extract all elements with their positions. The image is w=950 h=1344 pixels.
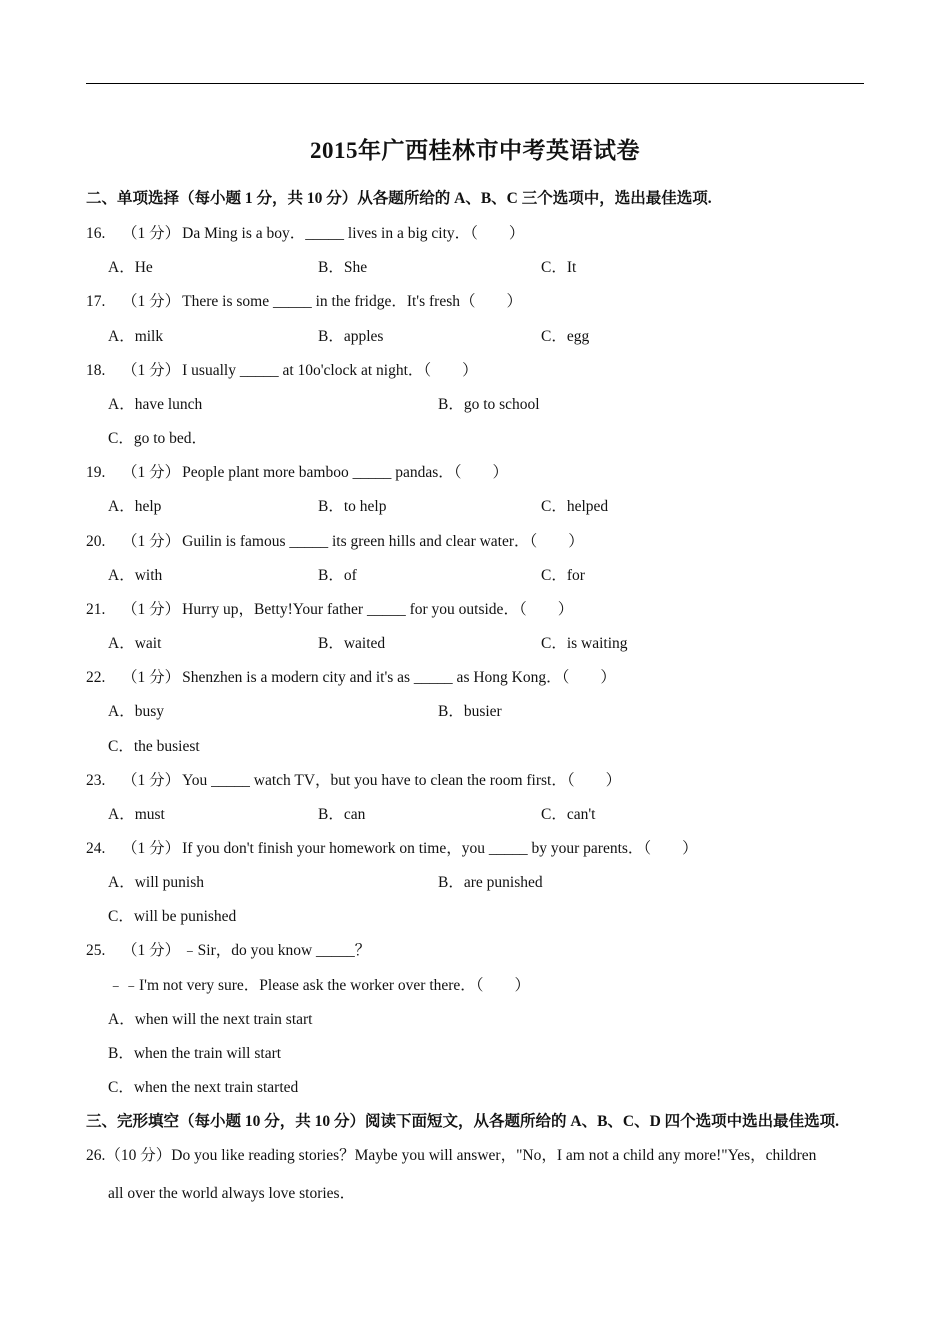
question-stem: Da Ming is a boy．_____ lives in a big city．（ ） bbox=[182, 225, 525, 242]
question-26 bbox=[86, 1146, 816, 1166]
option-b: B．when the train will start bbox=[108, 1045, 282, 1062]
header-rule bbox=[86, 83, 864, 84]
question-20 bbox=[86, 532, 584, 552]
question-18 bbox=[86, 361, 478, 381]
question-24 bbox=[86, 839, 698, 859]
option-a: A．when will the next train start bbox=[108, 1011, 313, 1028]
question-points: （1 分） bbox=[122, 942, 181, 959]
question-stem: Guilin is famous _____ its green hills and clear water．（ ） bbox=[182, 533, 584, 550]
option-b: B．waited bbox=[318, 635, 386, 652]
passage-line-2: all over the world always love stories． bbox=[108, 1185, 356, 1202]
section-heading-cloze: 三、完形填空（每小题 10 分，共 10 分）阅读下面短文，从各题所给的 A、B、C、D 四个选项中选出最佳选项. bbox=[86, 1113, 840, 1130]
option-c: C．for bbox=[541, 567, 585, 584]
option-a: A．help bbox=[108, 498, 162, 515]
option-c: C．will be punished bbox=[108, 908, 237, 925]
option-a: A．must bbox=[108, 806, 165, 823]
question-stem: I usually _____ at 10o'clock at night．（ ） bbox=[182, 362, 478, 379]
question-number: 22. bbox=[86, 669, 106, 686]
option-b: B．can bbox=[318, 806, 366, 823]
question-stem: There is some _____ in the fridge．It's fresh（ ） bbox=[182, 293, 522, 310]
option-a: A．have lunch bbox=[108, 396, 203, 413]
question-points: （1 分） bbox=[122, 669, 181, 686]
question-number: 18. bbox=[86, 362, 106, 379]
question-points: （1 分） bbox=[122, 464, 181, 481]
option-b: B．She bbox=[318, 259, 368, 276]
option-c: C．the busiest bbox=[108, 738, 200, 755]
question-stem: Shenzhen is a modern city and it's as _____ as Hong Kong．（ ） bbox=[182, 669, 616, 686]
question-number: 21. bbox=[86, 601, 106, 618]
option-a: A．He bbox=[108, 259, 153, 276]
option-c: C．is waiting bbox=[541, 635, 628, 652]
question-stem: You _____ watch TV，but you have to clean the room first．（ ） bbox=[182, 772, 622, 789]
option-a: A．milk bbox=[108, 328, 164, 345]
question-points: （1 分） bbox=[122, 772, 181, 789]
option-a: A．busy bbox=[108, 703, 164, 720]
option-c: C．can't bbox=[541, 806, 596, 823]
question-points: （1 分） bbox=[122, 840, 181, 857]
option-a: A．wait bbox=[108, 635, 162, 652]
option-a: A．will punish bbox=[108, 874, 205, 891]
question-stem: If you don't finish your homework on time，you _____ by your parents．（ ） bbox=[182, 840, 698, 857]
question-number: 17. bbox=[86, 293, 106, 310]
question-stem: ﹣Sir，do you know _____？ bbox=[182, 942, 371, 959]
option-c: C．egg bbox=[541, 328, 590, 345]
option-a: A．with bbox=[108, 567, 163, 584]
question-points: （10 分） bbox=[105, 1147, 172, 1164]
option-b: B．to help bbox=[318, 498, 387, 515]
question-number: 26. bbox=[86, 1147, 106, 1164]
question-17 bbox=[86, 292, 522, 312]
question-points: （1 分） bbox=[122, 601, 181, 618]
passage-line-1: Do you like reading stories？Maybe you will answer，"No，I am not a child any more!"Yes，children bbox=[171, 1147, 817, 1164]
question-21 bbox=[86, 600, 573, 620]
option-b: B．apples bbox=[318, 328, 384, 345]
question-number: 25. bbox=[86, 942, 106, 959]
question-22 bbox=[86, 668, 616, 688]
question-number: 19. bbox=[86, 464, 106, 481]
question-25-dialog-reply: ﹣﹣I'm not very sure．Please ask the worker over there．（ ） bbox=[108, 977, 531, 994]
section-heading-single-choice: 二、单项选择（每小题 1 分，共 10 分）从各题所给的 A、B、C 三个选项中，选出最佳选项. bbox=[86, 190, 712, 207]
question-points: （1 分） bbox=[122, 225, 181, 242]
option-b: B．are punished bbox=[438, 874, 543, 891]
question-stem: People plant more bamboo _____ pandas．（ ） bbox=[182, 464, 509, 481]
question-number: 23. bbox=[86, 772, 106, 789]
question-23 bbox=[86, 771, 621, 791]
option-b: B．of bbox=[318, 567, 357, 584]
question-25 bbox=[86, 941, 370, 961]
question-points: （1 分） bbox=[122, 293, 181, 310]
question-stem: Hurry up，Betty!Your father _____ for you outside．（ ） bbox=[182, 601, 574, 618]
question-19 bbox=[86, 463, 508, 483]
option-c: C．helped bbox=[541, 498, 609, 515]
option-c: C．go to bed． bbox=[108, 430, 208, 447]
option-b: B．go to school bbox=[438, 396, 540, 413]
question-number: 20. bbox=[86, 533, 106, 550]
question-points: （1 分） bbox=[122, 533, 181, 550]
question-number: 16. bbox=[86, 225, 106, 242]
page-title: 2015年广西桂林市中考英语试卷 bbox=[310, 138, 640, 163]
option-b: B．busier bbox=[438, 703, 502, 720]
option-c: C．It bbox=[541, 259, 577, 276]
option-c: C．when the next train started bbox=[108, 1079, 299, 1096]
question-points: （1 分） bbox=[122, 362, 181, 379]
question-16 bbox=[86, 224, 524, 244]
question-number: 24. bbox=[86, 840, 106, 857]
